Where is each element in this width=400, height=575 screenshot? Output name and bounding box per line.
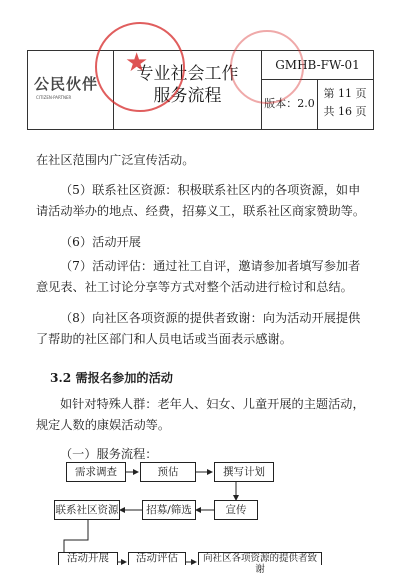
flow-step-activity-run: 活动开展: [58, 552, 118, 565]
page-current: 第 11 页: [323, 87, 367, 100]
flow-step-needs-survey: 需求调查: [66, 462, 126, 482]
paragraph-8: （8）向社区各项资源的提供者致谢：向为活动开展提供了帮助的社区部门和人员电话或当面表示感谢。: [36, 311, 361, 346]
flow-step-activity-eval: 活动评估: [128, 552, 186, 565]
text-line: 在社区范围内广泛宣传活动。: [36, 153, 195, 167]
org-logo: 公民伙伴: [34, 75, 99, 93]
flow-step-write-plan: 撰写计划: [214, 462, 274, 482]
paragraph-5: （5）联系社区资源：积极联系社区内的各项资源，如申请活动举办的地点、经费，招募义工，联系社区商家赞助等。: [36, 183, 366, 218]
sub-title: （一）服务流程：: [60, 447, 158, 461]
doc-code: GMHB-FW-01: [262, 51, 373, 80]
flow-step-recruit-screen: 招募/筛选: [142, 500, 196, 520]
doc-version: 版本：2.0: [262, 79, 318, 129]
arrow-6-7-path: [64, 520, 88, 552]
doc-title-line2: 服务流程: [153, 86, 222, 106]
doc-title-line1: 专业社会工作: [136, 64, 239, 84]
section-title: 3.2 需报名参加的活动: [50, 371, 173, 385]
flow-step-assessment: 预估: [140, 462, 196, 482]
org-logo-subtitle: CITIZEN·PARTNER: [36, 95, 72, 100]
flow-step-thank-providers: 向社区各项资源的提供者致谢: [198, 552, 322, 565]
page-total: 共 16 页: [323, 105, 367, 118]
flow-step-publicity: 宣传: [214, 500, 258, 520]
flow-step-contact-resources: 联系社区资源: [54, 500, 120, 520]
section-intro: 如针对特殊人群：老年人、妇女、儿童开展的主题活动，规定人数的康娱活动等。: [36, 397, 365, 432]
star-icon: ★: [125, 48, 149, 78]
paragraph-7: （7）活动评估：通过社工自评，邀请参加者填写参加者意见表、社工讨论分享等方式对整个活动进行检讨和总结。: [36, 259, 361, 294]
paragraph-6: （6）活动开展: [60, 235, 141, 249]
